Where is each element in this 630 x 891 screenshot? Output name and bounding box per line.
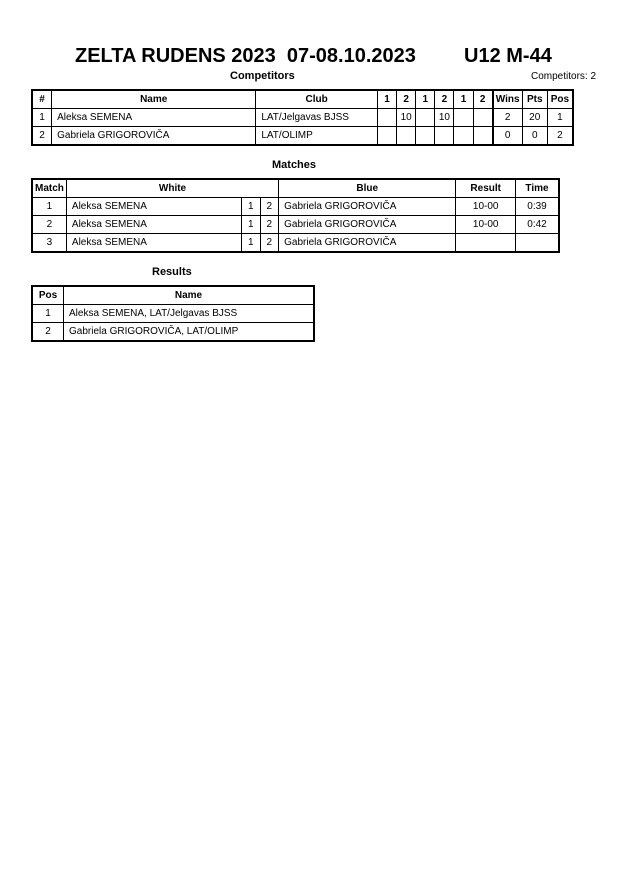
- competitor-num: 2: [32, 127, 52, 146]
- pos-cell: 2: [547, 127, 573, 146]
- col-header: 1: [378, 90, 397, 109]
- score-cell: [416, 127, 435, 146]
- col-header: Pos: [32, 286, 64, 305]
- col-header: Wins: [493, 90, 522, 109]
- table-row: [32, 109, 573, 127]
- result-name: Gabriela GRIGOROVIČA, LAT/OLIMP: [64, 323, 315, 342]
- col-header: 2: [397, 90, 416, 109]
- table-row: [32, 127, 573, 146]
- match-time: [516, 234, 559, 253]
- col-header: 2: [435, 90, 454, 109]
- event-title: ZELTA RUDENS 2023 07-08.10.2023: [75, 45, 416, 67]
- match-num: 1: [32, 198, 66, 216]
- col-header: 2: [473, 90, 493, 109]
- white-name: Aleksa SEMENA: [66, 216, 241, 234]
- col-header: White: [66, 179, 278, 198]
- score-cell: [473, 109, 493, 127]
- blue-name: Gabriela GRIGOROVIČA: [279, 216, 456, 234]
- results-heading: Results: [152, 266, 192, 278]
- score-cell: [454, 127, 473, 146]
- table-header-row: [32, 90, 573, 109]
- match-time: 0:42: [516, 216, 559, 234]
- white-num: 1: [241, 216, 260, 234]
- competitor-num: 1: [32, 109, 52, 127]
- col-header: #: [32, 90, 52, 109]
- match-result: [456, 234, 516, 253]
- table-row: [32, 216, 559, 234]
- col-header: Time: [516, 179, 559, 198]
- competitors-heading: Competitors: [230, 70, 295, 82]
- col-header: Pts: [522, 90, 547, 109]
- table-header-row: [32, 179, 559, 198]
- col-header: Club: [256, 90, 378, 109]
- wins-cell: 2: [493, 109, 522, 127]
- competitor-club: LAT/OLIMP: [256, 127, 378, 146]
- col-header: Blue: [279, 179, 456, 198]
- competitor-club: LAT/Jelgavas BJSS: [256, 109, 378, 127]
- results-table: [31, 285, 315, 342]
- score-cell: 10: [397, 109, 416, 127]
- competitor-name: Aleksa SEMENA: [52, 109, 256, 127]
- competitor-name: Gabriela GRIGOROVIČA: [52, 127, 256, 146]
- blue-num: 2: [260, 198, 279, 216]
- score-cell: [378, 109, 397, 127]
- competitors-count: Competitors: 2: [531, 71, 597, 82]
- match-num: 3: [32, 234, 66, 253]
- match-result: 10-00: [456, 198, 516, 216]
- category-title: U12 M-44: [464, 45, 552, 67]
- table-row: [32, 323, 314, 342]
- blue-num: 2: [260, 216, 279, 234]
- col-header: 1: [416, 90, 435, 109]
- col-header: 1: [454, 90, 473, 109]
- white-name: Aleksa SEMENA: [66, 234, 241, 253]
- result-name: Aleksa SEMENA, LAT/Jelgavas BJSS: [64, 305, 315, 323]
- blue-name: Gabriela GRIGOROVIČA: [279, 198, 456, 216]
- score-cell: [435, 127, 454, 146]
- white-name: Aleksa SEMENA: [66, 198, 241, 216]
- col-header: Name: [52, 90, 256, 109]
- match-time: 0:39: [516, 198, 559, 216]
- blue-name: Gabriela GRIGOROVIČA: [279, 234, 456, 253]
- col-header: Result: [456, 179, 516, 198]
- pts-cell: 20: [522, 109, 547, 127]
- match-num: 2: [32, 216, 66, 234]
- result-pos: 1: [32, 305, 64, 323]
- col-header: Name: [64, 286, 315, 305]
- white-num: 1: [241, 198, 260, 216]
- table-header-row: [32, 286, 314, 305]
- pts-cell: 0: [522, 127, 547, 146]
- white-num: 1: [241, 234, 260, 253]
- score-cell: [378, 127, 397, 146]
- competitors-table: [31, 89, 574, 146]
- col-header: Match: [32, 179, 66, 198]
- col-header: Pos: [547, 90, 573, 109]
- score-cell: [397, 127, 416, 146]
- match-result: 10-00: [456, 216, 516, 234]
- page-title: [0, 45, 630, 71]
- matches-table: [31, 178, 560, 253]
- pos-cell: 1: [547, 109, 573, 127]
- result-pos: 2: [32, 323, 64, 342]
- score-cell: 10: [435, 109, 454, 127]
- matches-heading: Matches: [272, 159, 317, 171]
- score-cell: [473, 127, 493, 146]
- table-row: [32, 234, 559, 253]
- score-cell: [416, 109, 435, 127]
- table-row: [32, 198, 559, 216]
- wins-cell: 0: [493, 127, 522, 146]
- blue-num: 2: [260, 234, 279, 253]
- score-cell: [454, 109, 473, 127]
- table-row: [32, 305, 314, 323]
